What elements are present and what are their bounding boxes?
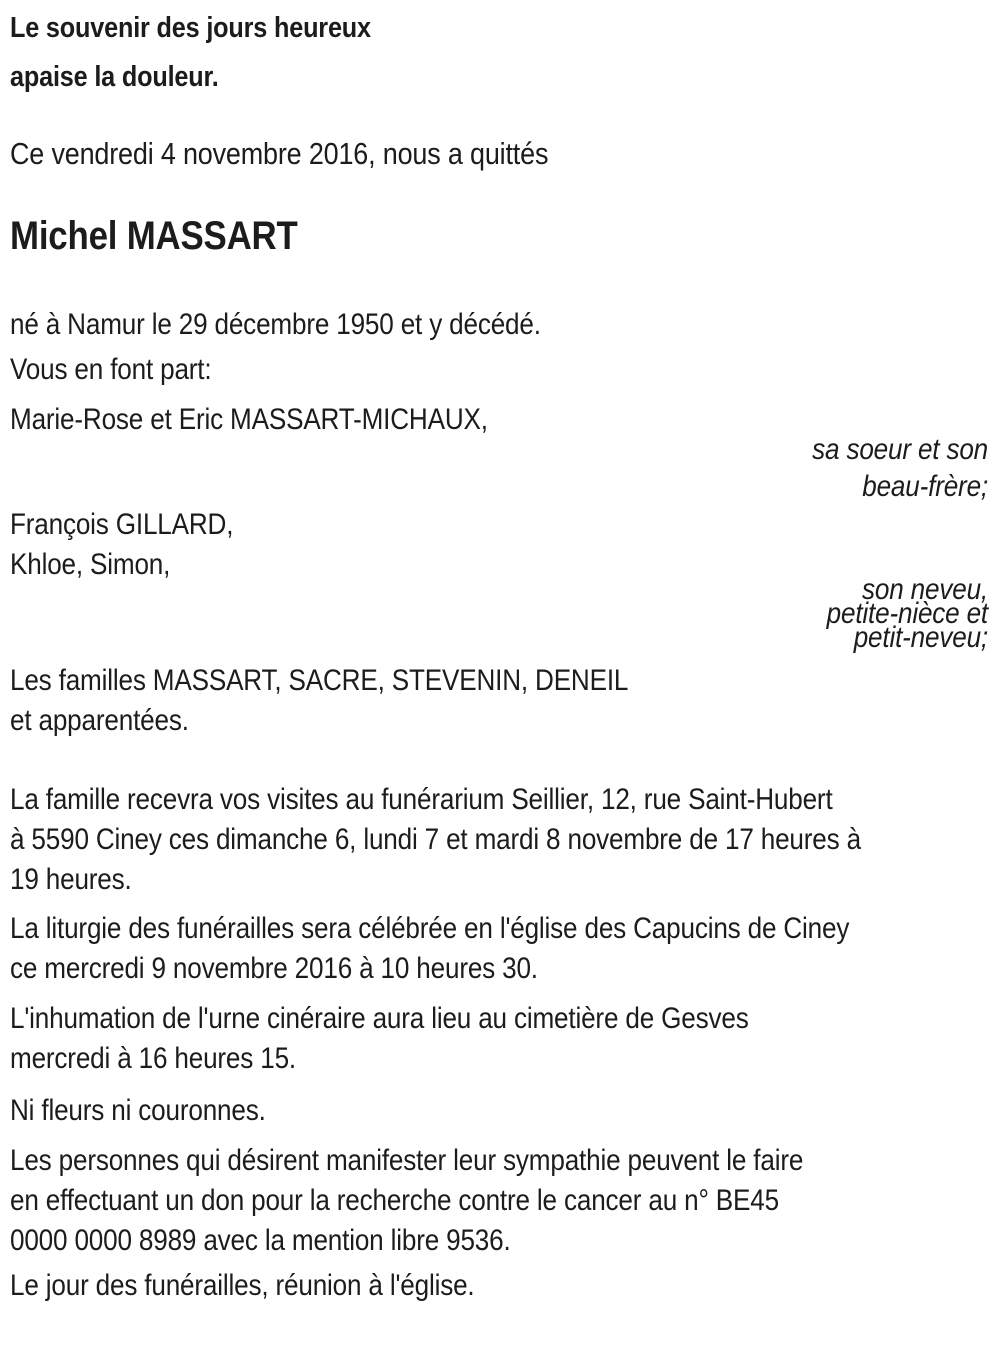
- opening-quote-line: apaise la douleur.: [10, 61, 219, 93]
- paragraph-line: à 5590 Ciney ces dimanche 6, lundi 7 et mardi 8 novembre de 17 heures à: [10, 823, 861, 856]
- paragraph-line: mercredi à 16 heures 15.: [10, 1042, 296, 1075]
- opening-quote-line: Le souvenir des jours heureux: [10, 12, 371, 44]
- donation-paragraph: [10, 1141, 988, 1261]
- inhumation-paragraph: [10, 999, 988, 1079]
- paragraph-line: 0000 0000 8989 avec la mention libre 9536.: [10, 1224, 511, 1257]
- deceased-name: Michel MASSART: [10, 214, 298, 258]
- family-relation-line: son neveu,: [862, 573, 988, 606]
- paragraph-line: ce mercredi 9 novembre 2016 à 10 heures 30.: [10, 952, 538, 985]
- liturgy-paragraph: [10, 909, 988, 989]
- family-names-line: et apparentées.: [10, 704, 189, 737]
- family-names-block: [10, 661, 988, 741]
- reunion-paragraph: [10, 1266, 988, 1306]
- paragraph-line: Les personnes qui désirent manifester leur sympathie peuvent le faire: [10, 1144, 804, 1177]
- family-names-line: Les familles MASSART, SACRE, STEVENIN, DENEIL: [10, 664, 629, 697]
- visits-paragraph: [10, 780, 988, 900]
- paragraph-line: La liturgie des funérailles sera célébrée en l'église des Capucins de Ciney: [10, 912, 850, 945]
- flowers-paragraph: [10, 1091, 988, 1131]
- paragraph-line: Le jour des funérailles, réunion à l'église.: [10, 1269, 475, 1302]
- paragraph-line: en effectuant un don pour la recherche contre le cancer au n° BE45: [10, 1184, 779, 1217]
- paragraph-line: 19 heures.: [10, 863, 132, 896]
- family-names-line: François GILLARD,: [10, 508, 234, 541]
- paragraph-line: L'inhumation de l'urne cinéraire aura lieu au cimetière de Gesves: [10, 1002, 749, 1035]
- family-relation-line: petit-neveu;: [853, 621, 988, 654]
- family-names-line: Khloe, Simon,: [10, 548, 171, 581]
- family-section: [10, 400, 988, 741]
- family-names-line: Marie-Rose et Eric MASSART-MICHAUX,: [10, 403, 488, 436]
- opening-quote: [10, 4, 988, 102]
- paragraph-line: Ni fleurs ni couronnes.: [10, 1094, 266, 1127]
- announcement-lead: Vous en font part:: [10, 353, 212, 386]
- death-announcement-line: Ce vendredi 4 novembre 2016, nous a quittés: [10, 136, 549, 171]
- birth-death-line: né à Namur le 29 décembre 1950 et y décédé.: [10, 308, 541, 341]
- family-relation-line: sa soeur et son: [812, 433, 988, 466]
- family-relation-line: petite-nièce et: [826, 597, 988, 630]
- paragraph-line: La famille recevra vos visites au funérarium Seillier, 12, rue Saint-Hubert: [10, 783, 833, 816]
- family-relation-block: [10, 571, 988, 657]
- family-relation-block: [10, 431, 988, 505]
- family-relation-line: beau-frère;: [862, 470, 988, 503]
